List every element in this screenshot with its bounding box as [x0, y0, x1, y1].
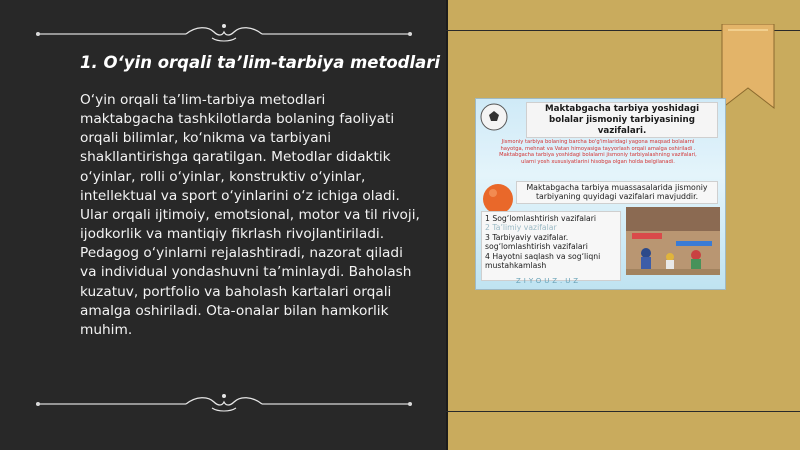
embedded-slide-watermark: ZIYOUZ.UZ — [516, 277, 582, 285]
children-gym-photo — [626, 207, 720, 275]
ornament-divider-icon — [36, 392, 412, 412]
ornament-divider-icon — [36, 22, 412, 42]
embedded-slide-title: Maktabgacha tarbiya yoshidagi bolalar jismoniy tarbiyasining vazifalari. — [526, 102, 718, 138]
slide-heading: 1. O‘yin orqali ta’lim-tarbiya metodlari — [80, 53, 441, 72]
list-item: 4 Hayotni saqlash va sog‘liqni — [485, 251, 601, 261]
embedded-slide-task-list — [481, 211, 621, 281]
embedded-slide-subtitle-box: Maktabgacha tarbiya muassasalarida jismoniy tarbiyaning quyidagi vazifalari mavjuddir. — [516, 181, 718, 204]
panel-divider — [446, 0, 448, 450]
embedded-slide-image — [475, 98, 726, 290]
list-item: sog‘lomlashtirish vazifalari — [485, 242, 588, 252]
soccer-ball-icon — [480, 103, 508, 131]
bookmark-ribbon-icon — [718, 24, 778, 110]
decorative-line — [446, 411, 800, 412]
slide-body-text: O‘yin orqali ta’lim-tarbiya metodlari maktabgacha tashkilotlarda bolaning faoliyati orqali bilimlar, ko‘nikma va tarbiyani shakllantirishga qaratilgan. Metodlar didaktik o‘yinlar, rolli o‘yinlar, konstruktiv o‘yinlar, intellektual va sport o‘yinlarini o‘z ichiga oladi. Ular orqali ijtimoiy, emotsional, motor va til rivoji, ijodkorlik va mantiqiy fikrlash rivojlantiriladi. Pedagog o‘yinlarni rejalashtiradi, nazorat qiladi va individual yondashuvni ta’minlaydi. Baholash kuzatuv, portfolio va baholash kartalari orqali amalga oshiriladi. Ota-onalar bilan hamkorlik muhim. — [80, 92, 420, 338]
list-item: 1 Sog‘lomlashtirish vazifalari — [485, 214, 597, 223]
list-item: 2 Ta’limiy vazifalar — [485, 223, 557, 233]
list-item: mustahkamlash — [485, 261, 547, 271]
list-item: 3 Tarbiyaviy vazifalar. — [485, 232, 569, 242]
embedded-slide-red-text: Jismoniy tarbiya bolaning barcha bo'g'imlaridagi yagona maqsad bolalarni hayotga, mehnat va Vatan himoyasiga tayyorlash orqali amalga oshiriladi . Maktabgacha tarbiya yoshidagi bolalarni jismoniy tarbiyalashning vazifalari, ularni yosh xususiyatlarini hisobga olgan holda belgilanadi. — [499, 139, 697, 165]
